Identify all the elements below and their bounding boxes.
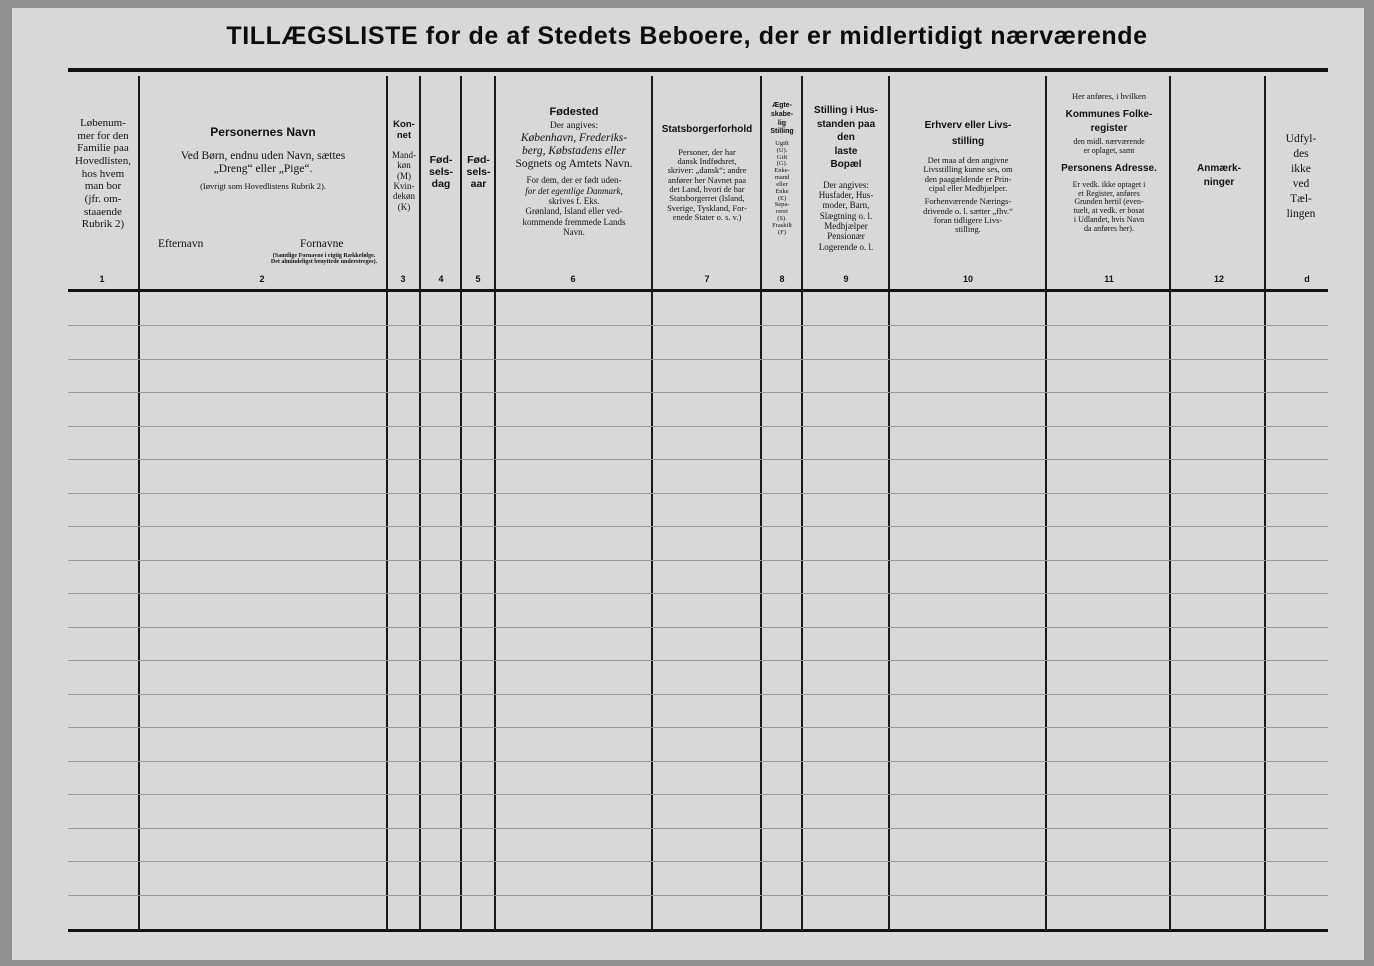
ruled-row-line [68, 359, 1328, 360]
col-number-6: 6 [570, 274, 576, 284]
ruled-row-line [68, 392, 1328, 393]
col-12-heading [1197, 162, 1241, 190]
c13text-line: lingen [1286, 207, 1316, 220]
col-2-line1: Ved Børn, endnu uden Navn, sættes [180, 149, 346, 162]
col-number-2: 2 [259, 274, 265, 284]
ruled-row-line [68, 694, 1328, 695]
col-6-l6: skrives f. Eks. [548, 195, 600, 206]
c1text-line: hos hvem [81, 167, 125, 180]
fornavne-note: (Samtlige Fornavne i rigtig Rækkefølge. Det almindeligst benyttede understreges). [270, 253, 378, 266]
c10t2-line: Forhenværende Nærings- [924, 196, 1012, 207]
c1text-line: staaende [84, 205, 122, 218]
header-col-2 [140, 78, 386, 270]
col-number-1: 1 [99, 274, 105, 284]
c8head-line: Stilling [770, 128, 794, 136]
c8text-line: mand [774, 174, 790, 182]
col-9-heading [814, 104, 878, 172]
col-2-heading: Personernes Navn [210, 125, 316, 139]
col-number-12: 12 [1213, 274, 1224, 284]
col-3-text [392, 150, 416, 212]
ruled-row-line [68, 861, 1328, 862]
c5head-line: Fød- [467, 154, 490, 166]
c10t1-line: Livsstilling kunne ses, om [923, 164, 1013, 175]
c8text-line: eller [776, 180, 788, 188]
ruled-row-line [68, 526, 1328, 527]
c7text-line: anfører her Navnet paa [667, 174, 747, 185]
c11t3-line: da anføres her). [1084, 223, 1134, 233]
c5head-line: sels- [466, 166, 491, 179]
c11t3-line: Er vedk. ikke optaget i [1072, 179, 1146, 189]
c1text-line: man bor [84, 180, 122, 193]
c8text-line: reret [776, 208, 788, 216]
c9text-line: Pensionær [827, 231, 865, 242]
c11t2-line: den midl. nærværende [1073, 136, 1145, 146]
col-6-l3: Sognets og Amtets Navn. [515, 158, 633, 170]
c8text-line: Enke- [774, 167, 790, 175]
c3text-line: (M) [397, 170, 411, 181]
col-number-5: 5 [475, 274, 481, 284]
ruled-row-line [68, 660, 1328, 661]
c12head-line: ninger [1203, 177, 1235, 188]
c11t3-line: et Register, anføres [1078, 188, 1140, 198]
c11t2-line: er oplaget, samt [1083, 145, 1135, 155]
c3text-line: Mand- [392, 149, 416, 160]
c10t1-line: Det maa af den angivne [927, 155, 1009, 165]
col-number-9: 9 [843, 274, 849, 284]
c10head-line: Erhverv eller Livs- [924, 120, 1012, 131]
c5head-line: aar [470, 178, 487, 191]
c8head-line: lig [777, 119, 787, 127]
c8text-line: (F) [778, 228, 786, 236]
header-col-11 [1047, 78, 1171, 270]
ruled-row-line [68, 627, 1328, 628]
c8text-line: (S). [777, 214, 787, 222]
col-number-11: 11 [1104, 274, 1114, 284]
ruled-row-line [68, 426, 1328, 427]
col-6-heading: Fødested [549, 106, 599, 118]
col-number-7: 7 [704, 274, 710, 284]
c4head-line: dag [431, 178, 451, 191]
c8text-line: Enke [775, 187, 789, 195]
c11head-line: register [1090, 122, 1128, 134]
efternavn-label: Efternavn [158, 238, 204, 250]
col-6-l7: Grønland, Island eller ved- [525, 206, 623, 217]
col-6-sub: Der angives: [549, 120, 599, 131]
col-number-10: 10 [962, 274, 973, 284]
c13text-line: ved [1292, 177, 1310, 190]
c7text-line: enede Stater o. s. v.) [672, 211, 742, 222]
c3text-line: dekøn [393, 191, 415, 202]
header-col-d [1268, 78, 1334, 270]
ruled-row-line [68, 761, 1328, 762]
col-number-8: 8 [779, 274, 785, 284]
ruled-row-line [68, 459, 1328, 460]
c9text-line: Slægtning o. l. [819, 210, 873, 221]
col-4-heading [429, 154, 453, 190]
col-6-l5: for det egentlige Danmark, [525, 185, 623, 196]
c1text-line: Løbenum- [80, 117, 126, 130]
header-col-10 [890, 78, 1046, 270]
c3head-line: net [396, 129, 412, 141]
col-11-text-2 [1073, 138, 1144, 156]
col-11-heading-2: Personens Adresse. [1061, 163, 1157, 175]
c10t1-line: den paagældende er Prin- [924, 173, 1012, 184]
c9head-line: Bopæl [830, 159, 862, 170]
header-col-7 [653, 78, 761, 270]
col-10-heading [925, 118, 1012, 150]
c9text-line: Husfader, Hus- [818, 189, 874, 200]
c9text-line: Der angives: [823, 179, 869, 190]
c9text-line: moder, Barn, [822, 200, 870, 211]
c9text-line: Logerende o. l. [818, 241, 874, 252]
col-number-3: 3 [400, 274, 406, 284]
col-2-line3: (Iøvrigt som Hovedlistens Rubrik 2). [200, 181, 326, 192]
col-10-text-1 [923, 156, 1012, 193]
c13text-line: des [1293, 147, 1309, 160]
c1text-line: Rubrik 2) [81, 218, 125, 231]
col-8-heading [770, 102, 793, 137]
header-col-5 [462, 78, 495, 270]
c8text-line: Gift [776, 153, 788, 161]
c9head-line: standen paa [816, 118, 876, 130]
c7text-line: Sverige, Tyskland, For- [667, 202, 747, 213]
top-rule [68, 68, 1328, 72]
header-col-12 [1172, 78, 1266, 270]
c4head-line: sels- [429, 166, 453, 179]
col-6-l2: berg, Købstadens eller [521, 144, 627, 157]
ruled-row-line [68, 895, 1328, 896]
c3head-line: Kon- [393, 119, 415, 130]
c7text-line: Personer, der har [678, 146, 736, 157]
col-number-4: 4 [438, 274, 444, 284]
col-6-l8: kommende fremmede Lands [522, 216, 626, 227]
c1text-line: mer for den [77, 129, 129, 142]
c8text-line: (U). [776, 146, 788, 154]
ruled-row-line [68, 794, 1328, 795]
c11head-line: Kommunes Folke- [1065, 108, 1153, 120]
c8text-line: Fraskilt [772, 221, 792, 229]
c10t1-line: cipal eller Medhjælper. [928, 183, 1008, 194]
ruled-row-line [68, 593, 1328, 594]
c4head-line: Fød- [429, 154, 453, 166]
ruled-row-line [68, 325, 1328, 326]
c1text-line: Hovedlisten, [75, 155, 131, 168]
c8text-line: (E) [777, 194, 787, 202]
col-8-text [772, 141, 792, 236]
ruled-row-line [68, 560, 1328, 561]
col-1-text [75, 117, 131, 231]
c3text-line: (K) [397, 201, 411, 212]
col-7-heading: Statsborgerforhold [661, 124, 753, 135]
col-6-l9: Navn. [563, 226, 585, 237]
c8text-line: Ugift [775, 140, 789, 147]
col-7-text [667, 148, 747, 223]
c10t2-line: stilling. [955, 224, 981, 235]
c11t3-line: i Udlandet, hvis Navn [1073, 215, 1145, 225]
col-11-text-3 [1073, 181, 1146, 234]
c7text-line: dansk Indfødsret, [677, 155, 737, 166]
form-title: TILLÆGSLISTE for de af Stedets Beboere, der er midlertidigt nærværende [226, 22, 1148, 50]
fornavne-label: Fornavne [300, 238, 344, 250]
header-col-9 [803, 78, 889, 270]
col-3-heading [393, 120, 415, 142]
header-bottom-rule [68, 289, 1328, 292]
c10head-line: stilling [951, 136, 985, 147]
c9head-line: Stilling i Hus- [814, 105, 878, 116]
col-9-text [819, 180, 874, 252]
col-11-heading [1066, 108, 1153, 136]
c10t2-line: drivende o. l. sætter „fhv.“ [923, 205, 1013, 216]
c1text-line: Familie paa [77, 142, 129, 155]
ruled-row-line [68, 493, 1328, 494]
col-2-line2: „Dreng“ eller „Pige“. [213, 163, 313, 176]
c8text-line: (G). [776, 160, 788, 168]
c8head-line: skabe- [770, 110, 794, 118]
col-6-l4: For dem, der er født uden- [526, 175, 622, 186]
col-5-heading [467, 154, 491, 190]
c3text-line: Kvin- [393, 180, 415, 191]
c7text-line: Statsborgerret (Island, [669, 193, 745, 204]
col-10-text-2 [923, 197, 1013, 234]
header-col-8 [762, 78, 802, 270]
col-d-text [1286, 132, 1317, 222]
c8head-line: Ægte- [772, 102, 792, 109]
c3text-line: køn [397, 160, 411, 171]
c13text-line: ikke [1291, 162, 1311, 175]
c9head-line: laste [834, 145, 858, 157]
header-col-4 [421, 78, 461, 270]
col-11-top: Her anføres, i hvilken [1071, 91, 1147, 101]
c13text-line: Udfyl- [1285, 133, 1317, 145]
c7text-line: skriver: „dansk“; andre [667, 165, 747, 176]
header-col-1 [68, 78, 138, 270]
c9head-line: den [837, 132, 855, 143]
c1text-line: (jfr. om- [84, 192, 122, 205]
ruled-row-line [68, 727, 1328, 728]
col-number-d: d [1304, 274, 1310, 284]
c11t3-line: tuelt, at vedk. er bosat [1073, 206, 1145, 216]
c7text-line: det Land, hvori de har [669, 183, 745, 194]
c12head-line: Anmærk- [1197, 163, 1241, 174]
c9text-line: Medhjælper [824, 220, 868, 231]
header-col-3 [388, 78, 420, 270]
header-col-6 [496, 78, 652, 270]
c10t2-line: foran tidligere Livs- [933, 215, 1003, 226]
bottom-rule [68, 929, 1328, 932]
c11t3-line: Grunden hertil (even- [1074, 197, 1144, 207]
c8text-line: Sepa- [774, 201, 790, 209]
c13text-line: Tæl- [1290, 192, 1312, 205]
col-6-l1: København, Frederiks- [520, 131, 628, 144]
ruled-row-line [68, 828, 1328, 829]
